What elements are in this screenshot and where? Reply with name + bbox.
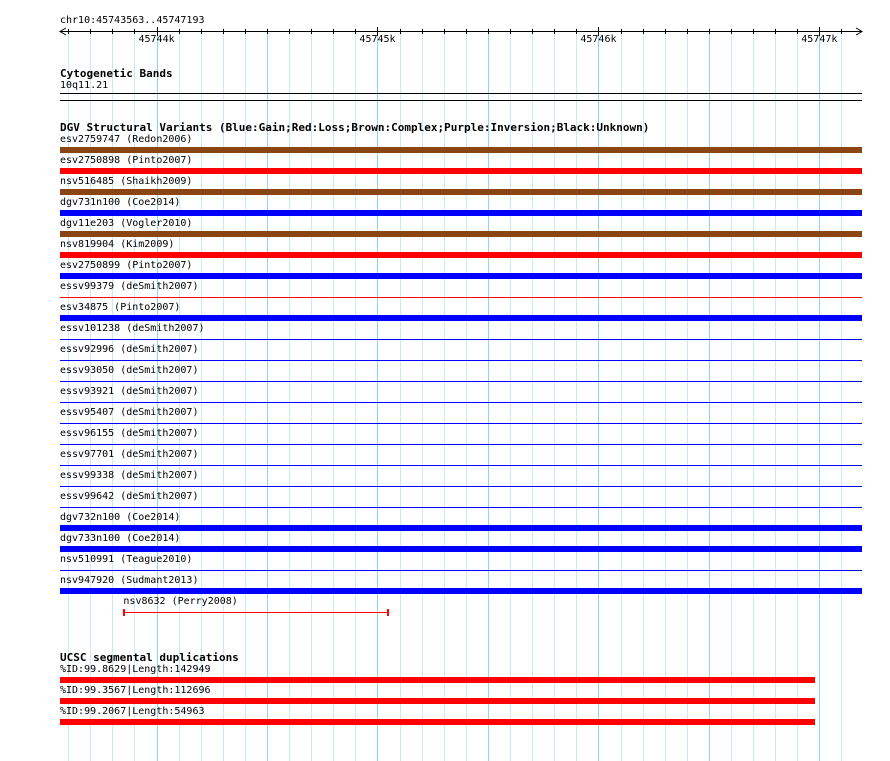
dgv-variant-bar[interactable] bbox=[60, 273, 862, 279]
cytoband-line-bottom bbox=[60, 100, 862, 101]
dgv-item-label[interactable]: essv92996 (deSmith2007) bbox=[60, 344, 199, 355]
dgv-track-title: DGV Structural Variants (Blue:Gain;Red:Loss;Brown:Complex;Purple:Inversion;Black:Unknown) bbox=[60, 121, 650, 134]
dgv-variant-bar[interactable] bbox=[60, 252, 862, 258]
dgv-variant-bar[interactable] bbox=[60, 507, 862, 508]
dgv-variant-bar[interactable] bbox=[60, 588, 862, 594]
dgv-variant-bar[interactable] bbox=[60, 189, 862, 195]
dgv-item-label[interactable]: esv2750899 (Pinto2007) bbox=[60, 260, 193, 271]
dgv-variant-bar[interactable] bbox=[60, 297, 862, 298]
ruler-tick-label: 45745k bbox=[359, 34, 396, 45]
segdup-track-title: UCSC segmental duplications bbox=[60, 651, 239, 664]
dgv-variant-bar[interactable] bbox=[123, 612, 388, 613]
ruler-tick-label: 45744k bbox=[138, 34, 175, 45]
dgv-item-label[interactable]: esv2759747 (Redon2006) bbox=[60, 134, 193, 145]
dgv-item-label[interactable]: esv34875 (Pinto2007) bbox=[60, 302, 181, 313]
dgv-item-label[interactable]: dgv732n100 (Coe2014) bbox=[60, 512, 181, 523]
segdup-item-label[interactable]: %ID:99.2067|Length:54963 bbox=[60, 706, 205, 717]
dgv-variant-bar[interactable] bbox=[60, 315, 862, 321]
dgv-item-label[interactable]: essv97701 (deSmith2007) bbox=[60, 449, 199, 460]
ruler-tick-label: 45746k bbox=[580, 34, 617, 45]
dgv-variant-bar[interactable] bbox=[60, 423, 862, 424]
dgv-bar-end-cap bbox=[387, 609, 389, 616]
dgv-item-label[interactable]: essv93921 (deSmith2007) bbox=[60, 386, 199, 397]
dgv-variant-bar[interactable] bbox=[60, 444, 862, 445]
dgv-variant-bar[interactable] bbox=[60, 465, 862, 466]
dgv-item-label[interactable]: dgv733n100 (Coe2014) bbox=[60, 533, 181, 544]
dgv-item-label[interactable]: dgv11e203 (Vogler2010) bbox=[60, 218, 193, 229]
dgv-variant-bar[interactable] bbox=[60, 168, 862, 174]
dgv-item-label[interactable]: essv99379 (deSmith2007) bbox=[60, 281, 199, 292]
dgv-variant-bar[interactable] bbox=[60, 402, 862, 403]
dgv-variant-bar[interactable] bbox=[60, 339, 862, 340]
ruler-location: chr10:45743563..45747193 bbox=[60, 15, 205, 26]
dgv-item-label[interactable]: essv96155 (deSmith2007) bbox=[60, 428, 199, 439]
dgv-variant-bar[interactable] bbox=[60, 486, 862, 487]
dgv-item-label[interactable]: essv99338 (deSmith2007) bbox=[60, 470, 199, 481]
segdup-bar[interactable] bbox=[60, 719, 815, 725]
dgv-bar-end-cap bbox=[123, 609, 125, 616]
segdup-item-label[interactable]: %ID:99.3567|Length:112696 bbox=[60, 685, 211, 696]
dgv-item-label[interactable]: nsv8632 (Perry2008) bbox=[123, 596, 238, 607]
dgv-item-label[interactable]: nsv510991 (Teague2010) bbox=[60, 554, 193, 565]
cytoband-label[interactable]: 10q11.21 bbox=[60, 80, 109, 91]
dgv-variant-bar[interactable] bbox=[60, 381, 862, 382]
dgv-variant-bar[interactable] bbox=[60, 525, 862, 531]
dgv-item-label[interactable]: esv2750898 (Pinto2007) bbox=[60, 155, 193, 166]
segdup-bar[interactable] bbox=[60, 698, 815, 704]
segdup-item-label[interactable]: %ID:99.8629|Length:142949 bbox=[60, 664, 211, 675]
cytoband-line-top bbox=[60, 93, 862, 94]
dgv-item-label[interactable]: dgv731n100 (Coe2014) bbox=[60, 197, 181, 208]
dgv-item-label[interactable]: nsv516485 (Shaikh2009) bbox=[60, 176, 193, 187]
dgv-item-label[interactable]: nsv819904 (Kim2009) bbox=[60, 239, 175, 250]
segdup-bar[interactable] bbox=[60, 677, 815, 683]
dgv-variant-bar[interactable] bbox=[60, 570, 862, 571]
dgv-item-label[interactable]: essv93050 (deSmith2007) bbox=[60, 365, 199, 376]
dgv-item-label[interactable]: essv99642 (deSmith2007) bbox=[60, 491, 199, 502]
dgv-variant-bar[interactable] bbox=[60, 546, 862, 552]
ruler-tick-label: 45747k bbox=[801, 34, 838, 45]
ruler-axis bbox=[0, 0, 890, 50]
dgv-variant-bar[interactable] bbox=[60, 147, 862, 153]
dgv-item-label[interactable]: essv95407 (deSmith2007) bbox=[60, 407, 199, 418]
cytoband-track-title: Cytogenetic Bands bbox=[60, 67, 173, 80]
dgv-item-label[interactable]: nsv947920 (Sudmant2013) bbox=[60, 575, 199, 586]
dgv-item-label[interactable]: essv101238 (deSmith2007) bbox=[60, 323, 205, 334]
dgv-variant-bar[interactable] bbox=[60, 210, 862, 216]
dgv-variant-bar[interactable] bbox=[60, 231, 862, 237]
dgv-variant-bar[interactable] bbox=[60, 360, 862, 361]
